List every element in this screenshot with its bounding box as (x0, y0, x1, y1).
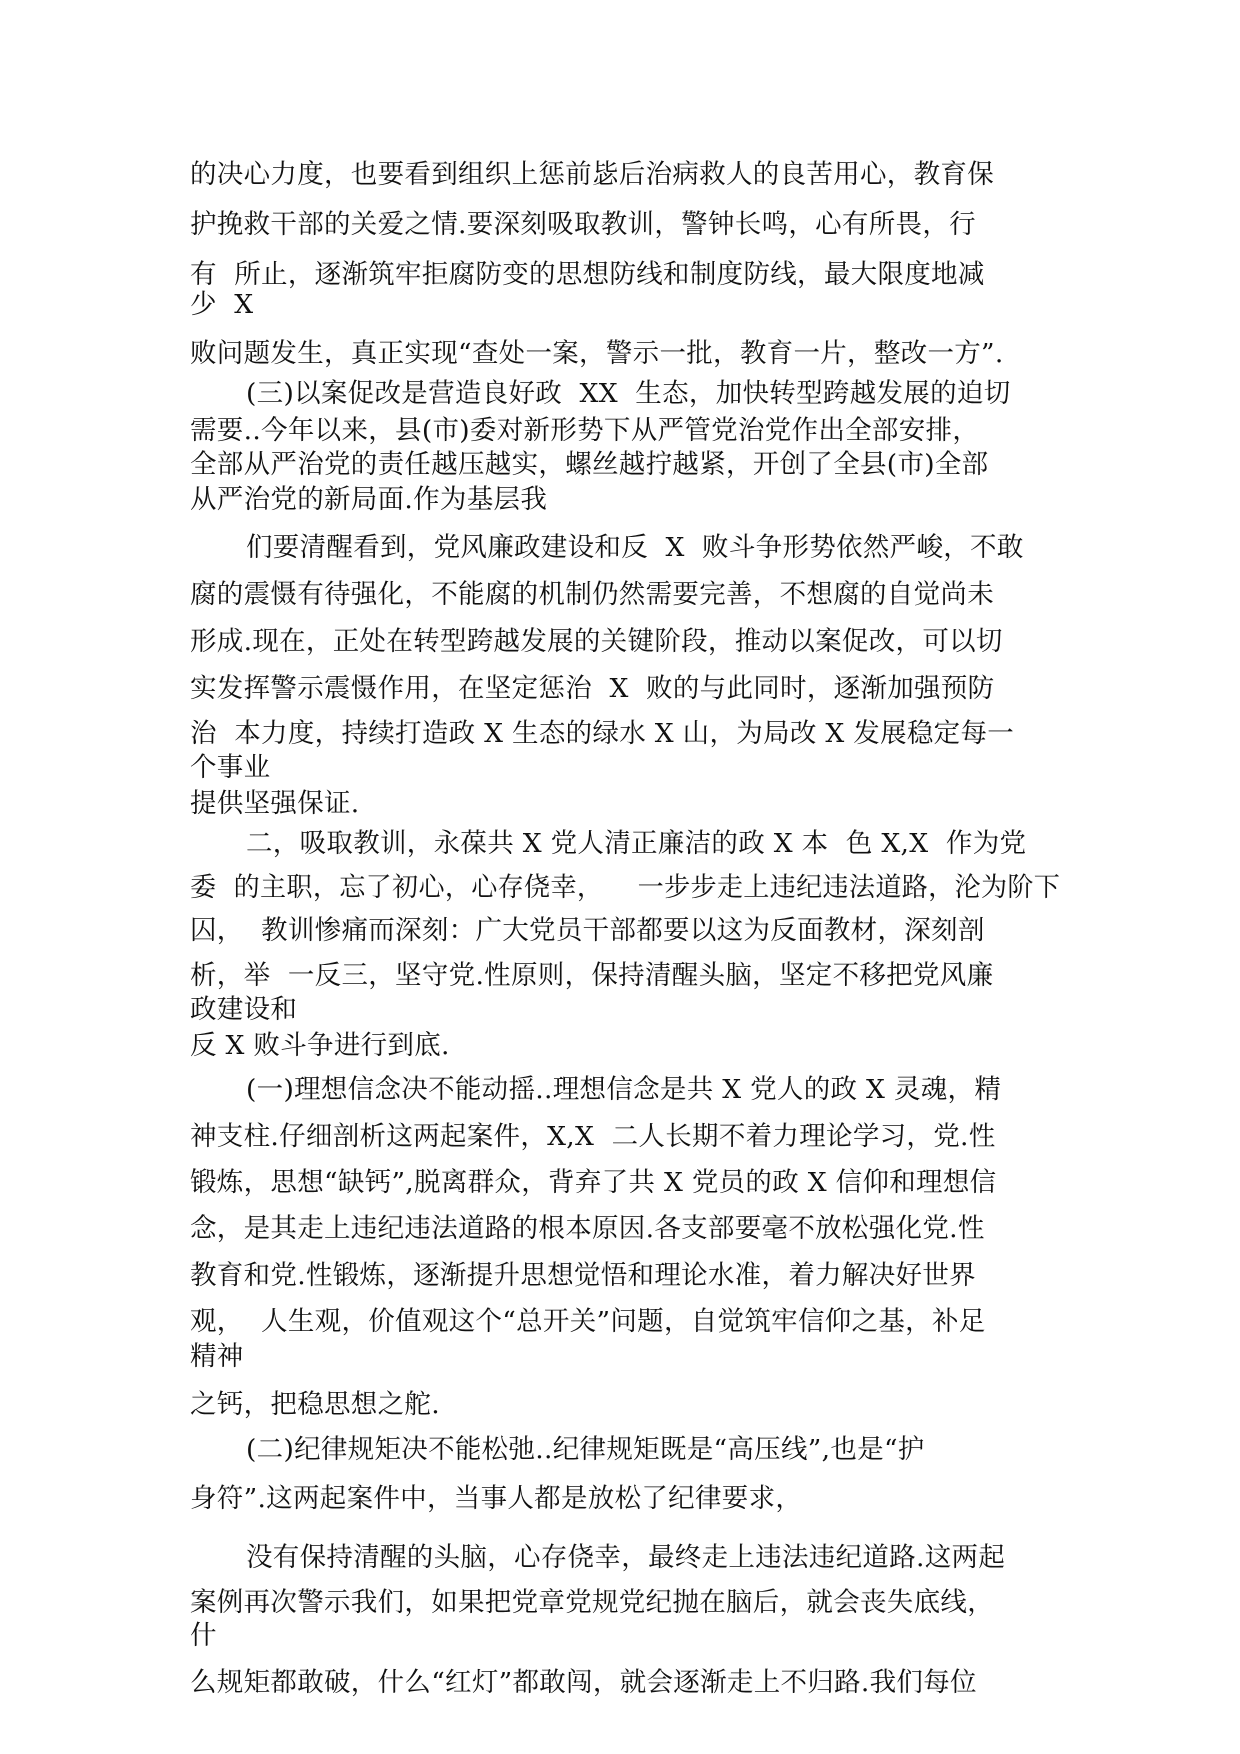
text-line: 教育和党.性锻炼，逐渐提升思想觉悟和理论水准，着力解决好世界 (190, 1260, 976, 1291)
text-line: 护挽救干部的关爱之情.要深刻吸取教训，警钟长鸣，心有所畏，行 (190, 209, 976, 240)
text-line: 治 本力度，持续打造政 X 生态的绿水 X 山，为局改 X 发展稳定每一 (190, 718, 1015, 749)
text-line: (三)以案促改是营造良好政 XX 生态，加快转型跨越发展的迫切 (246, 378, 1011, 409)
text-line: 从严治党的新局面.作为基层我 (190, 484, 548, 515)
text-line: 念，是其走上违纪违法道路的根本原因.各支部要毫不放松强化党.性 (190, 1213, 985, 1244)
text-line: 委 的主职，忘了初心，心存侥幸， 一步步走上违纪违法道路，沦为阶下 (190, 872, 1061, 903)
text-line: 需要..今年以来，县(市)委对新形势下从严管党治党作出全部安排， (190, 415, 980, 446)
text-line: 的决心力度，也要看到组织上惩前毖后治病救人的良苦用心，教育保 (190, 159, 994, 190)
text-line: 少 X (190, 289, 254, 320)
text-line: 之钙，把稳思想之舵. (190, 1389, 440, 1420)
text-line: 政建设和 (190, 994, 298, 1025)
text-line: 有 所止，逐渐筑牢拒腐防变的思想防线和制度防线，最大限度地减 (190, 259, 985, 290)
text-line: 什 (190, 1620, 217, 1651)
text-line: 们要清醒看到，党风廉政建设和反 X 败斗争形势依然严峻，不敢 (246, 532, 1024, 563)
section-heading: 二，吸取教训，永葆共 X 党人清正廉洁的政 X 本 色 X,X 作为党 (246, 828, 1027, 859)
text-line: 精神 (190, 1341, 244, 1372)
text-line: 反 X 败斗争进行到底. (190, 1030, 450, 1061)
text-line: 没有保持清醒的头脑，心存侥幸，最终走上违法违纪道路.这两起 (246, 1542, 1006, 1573)
text-line: 个事业 (190, 752, 271, 783)
text-line: 身符”.这两起案件中，当事人都是放松了纪律要求， (190, 1483, 803, 1514)
text-line: 全部从严治党的责任越压越实，螺丝越拧越紧，开创了全县(市)全部 (190, 449, 989, 480)
text-line: 神支柱.仔细剖析这两起案件，X,X 二人长期不着力理论学习，党.性 (190, 1121, 996, 1152)
text-line: 囚， 教训惨痛而深刻：广大党员干部都要以这为反面教材，深刻剖 (190, 915, 985, 946)
text-line: 锻炼，思想“缺钙”,脱离群众，背弃了共 X 党员的政 X 信仰和理想信 (190, 1167, 997, 1198)
text-line: 观， 人生观，价值观这个“总开关”问题，自觉筑牢信仰之基，补足 (190, 1306, 986, 1337)
text-line: 案例再次警示我们，如果把党章党规党纪抛在脑后，就会丧失底线， (190, 1587, 994, 1618)
text-line: 实发挥警示震慑作用，在坚定惩治 X 败的与此同时，逐渐加强预防 (190, 673, 995, 704)
text-line: 腐的震慑有待强化，不能腐的机制仍然需要完善，不想腐的自觉尚未 (190, 579, 994, 610)
text-line: 败问题发生，真正实现“查处一案，警示一批，教育一片，整改一方”. (190, 338, 1004, 369)
text-line: 提供坚强保证. (190, 788, 360, 819)
text-line: (一)理想信念决不能动摇..理想信念是共 X 党人的政 X 灵魂，精 (246, 1074, 1002, 1105)
text-line: 么规矩都敢破，什么“红灯”都敢闯，就会逐渐走上不归路.我们每位 (190, 1667, 977, 1698)
text-line: 形成.现在，正处在转型跨越发展的关键阶段，推动以案促改，可以切 (190, 626, 1003, 657)
text-line: 析，举 一反三，坚守党.性原则，保持清醒头脑，坚定不移把党风廉 (190, 960, 994, 991)
text-line: (二)纪律规矩决不能松弛..纪律规矩既是“高压线”,也是“护 (246, 1434, 925, 1465)
